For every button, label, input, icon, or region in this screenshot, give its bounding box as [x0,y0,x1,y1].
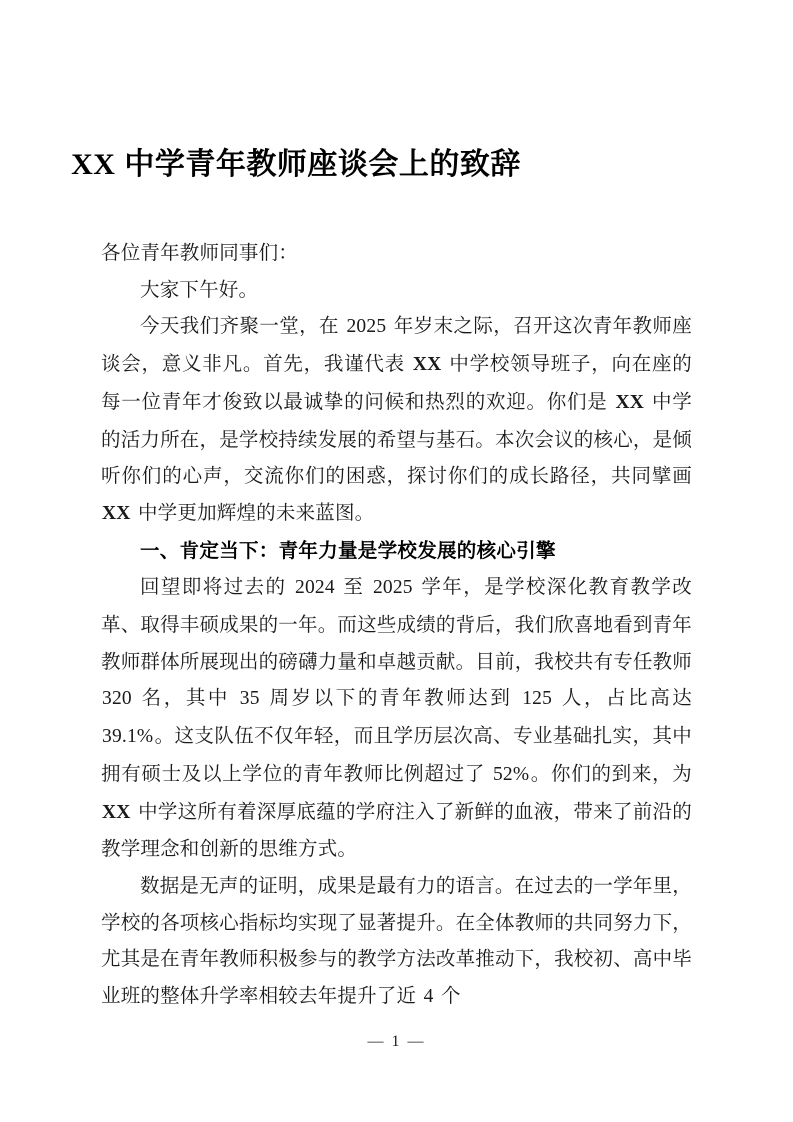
paragraph-outcomes: 数据是无声的证明，成果是最有力的语言。在过去的一学年里，学校的各项核心指标均实现了显著提升。在全体教师的共同努力下，尤其是在青年教师积极参与的教学方法改革推动下，我校初、高中毕业班的整体升学率相较去年提升了近 4 个 [101,873,693,1008]
page-title: XX 中学青年教师座谈会上的致辞 [71,148,521,181]
greeting-line: 大家下午好。 [140,277,259,301]
text-block [101,235,692,1016]
section-heading-1: 一、肯定当下：青年力量是学校发展的核心引擎 [140,538,556,562]
paragraph-opening: 今天我们齐聚一堂，在 2025 年岁末之际，召开这次青年教师座谈会，意义非凡。首先，我谨代表 XX 中学校领导班子，向在座的每一位青年才俊致以最诚挚的问候和热烈的欢迎。你们是 XX 中学的活力所在，是学校持续发展的希望与基石。本次会议的核心，是倾听你们的心声，交流你们的困惑，探讨你们的成长路径，共同擘画 XX 中学更加辉煌的未来蓝图。 [101,314,693,524]
paragraph-statistics: 回望即将过去的 2024 至 2025 学年，是学校深化教育教学改革、取得丰硕成果的一年。而这些成绩的背后，我们欣喜地看到青年教师群体所展现出的磅礴力量和卓越贡献。目前，我校共有专任教师 320 名，其中 35 周岁以下的青年教师达到 125 人，占比高达 39.1%。这支队伍不仅年轻，而且学历层次高、专业基础扎实，其中拥有硕士及以上学位的青年教师比例超过了 52%。你们的到来，为 XX 中学这所有着深厚底蕴的学府注入了新鲜的血液，带来了前沿的教学理念和创新的思维方式。 [101,575,693,861]
salutation-line: 各位青年教师同事们： [101,241,299,264]
page-number-footer: — 1 — [367,1033,426,1050]
